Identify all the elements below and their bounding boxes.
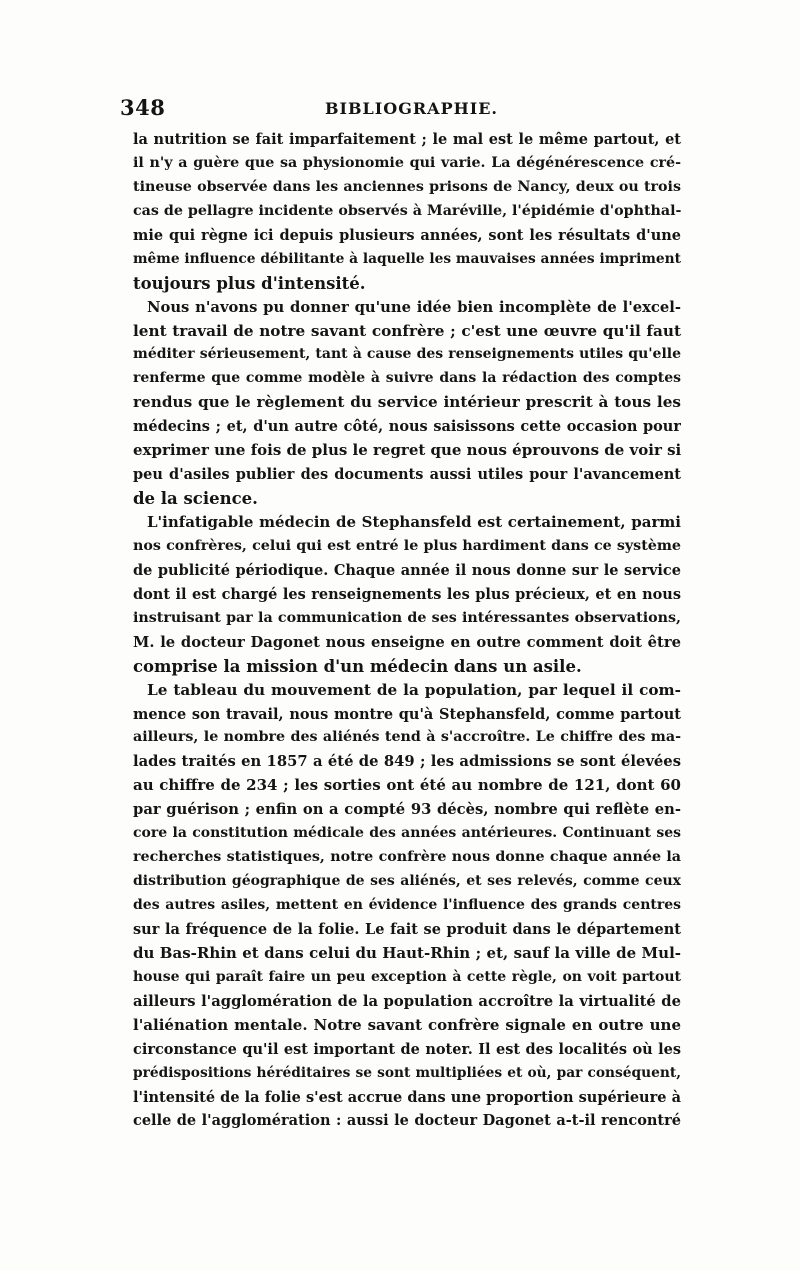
paragraph-end-line: de la science. bbox=[133, 489, 258, 509]
text-line: prédispositions héréditaires se sont multipliées et où, par conséquent, bbox=[133, 1064, 681, 1081]
text-line: exprimer une fois de plus le regret que nous éprouvons de voir si bbox=[133, 441, 681, 460]
text-line: médecins ; et, d'un autre côté, nous saisissons cette occasion pour bbox=[133, 418, 681, 436]
page-number: 348 bbox=[120, 95, 166, 120]
text-line: instruisant par la communication de ses intéressantes observations, bbox=[133, 609, 681, 626]
text-line: peu d'asiles publier des documents aussi utiles pour l'avancement bbox=[133, 466, 681, 484]
text-line: même influence débilitante à laquelle les mauvaises années impriment bbox=[133, 250, 681, 267]
text-line: circonstance qu'il est important de noter. Il est des localités où les bbox=[133, 1040, 681, 1058]
text-line: distribution géographique de ses aliénés, et ses relevés, comme ceux bbox=[133, 873, 681, 890]
text-line: mence son travail, nous montre qu'à Stephansfeld, comme partout bbox=[133, 705, 681, 723]
paragraph-end-line: toujours plus d'intensité. bbox=[133, 273, 366, 293]
text-line: par guérison ; enfin on a compté 93 décès, nombre qui reflète en- bbox=[133, 801, 681, 819]
text-line: au chiffre de 234 ; les sorties ont été au nombre de 121, dont 60 bbox=[133, 776, 681, 795]
text-line: lent travail de notre savant confrère ; c'est une œuvre qu'il faut bbox=[133, 321, 681, 340]
text-line: mie qui règne ici depuis plusieurs années, sont les résultats d'une bbox=[133, 226, 681, 244]
text-line: la nutrition se fait imparfaitement ; le mal est le même partout, et bbox=[133, 131, 681, 148]
paragraph-end-line: comprise la mission d'un médecin dans un asile. bbox=[133, 656, 582, 676]
text-line: l'intensité de la folie s'est accrue dans une proportion supérieure à bbox=[133, 1088, 681, 1106]
text-line: des autres asiles, mettent en évidence l'influence des grands centres bbox=[133, 897, 681, 913]
page-header bbox=[120, 95, 680, 125]
text-line: du Bas-Rhin et dans celui du Haut-Rhin ; et, sauf la ville de Mul- bbox=[133, 943, 681, 962]
text-line: sur la fréquence de la folie. Le fait se produit dans le département bbox=[133, 920, 681, 938]
text-line: lades traités en 1857 a été de 849 ; les admissions se sont élevées bbox=[133, 753, 681, 771]
paragraph-start-line: L'infatigable médecin de Stephansfeld est certainement, parmi bbox=[147, 513, 681, 531]
text-line: core la constitution médicale des années antérieures. Continuant ses bbox=[133, 825, 681, 842]
text-line: tineuse observée dans les anciennes prisons de Nancy, deux ou trois bbox=[133, 178, 681, 195]
text-line: rendus que le règlement du service intérieur prescrit à tous les bbox=[133, 393, 681, 412]
text-line: de publicité périodique. Chaque année il nous donne sur le service bbox=[133, 561, 681, 579]
text-line: il n'y a guère que sa physionomie qui varie. La dégénérescence cré- bbox=[133, 154, 681, 171]
text-line: nos confrères, celui qui est entré le plus hardiment dans ce système bbox=[133, 537, 681, 554]
text-line: cas de pellagre incidente observés à Maréville, l'épidémie d'ophthal- bbox=[133, 202, 681, 219]
text-line: M. le docteur Dagonet nous enseigne en outre comment doit être bbox=[133, 633, 681, 651]
text-line: l'aliénation mentale. Notre savant confrère signale en outre une bbox=[133, 1015, 681, 1034]
running-title: BIBLIOGRAPHIE. bbox=[325, 99, 498, 118]
paragraph-start-line: Le tableau du mouvement de la population, par lequel il com- bbox=[147, 680, 681, 699]
text-line: méditer sérieusement, tant à cause des renseignements utiles qu'elle bbox=[133, 346, 681, 363]
text-line: recherches statistiques, notre confrère nous donne chaque année la bbox=[133, 849, 681, 866]
text-line: dont il est chargé les renseignements les plus précieux, et en nous bbox=[133, 585, 681, 603]
text-line: ailleurs, le nombre des aliénés tend à s'accroître. Le chiffre des ma- bbox=[133, 729, 681, 746]
text-line: house qui paraît faire un peu exception à cette règle, on voit partout bbox=[133, 968, 681, 985]
text-line: renferme que comme modèle à suivre dans la rédaction des comptes bbox=[133, 370, 681, 387]
paragraph-start-line: Nous n'avons pu donner qu'une idée bien incomplète de l'excel- bbox=[147, 298, 681, 316]
body-text bbox=[133, 128, 681, 1133]
text-line: celle de l'agglomération : aussi le docteur Dagonet a-t-il rencontré bbox=[133, 1112, 681, 1130]
text-line: ailleurs l'agglomération de la population accroître la virtualité de bbox=[133, 992, 681, 1010]
